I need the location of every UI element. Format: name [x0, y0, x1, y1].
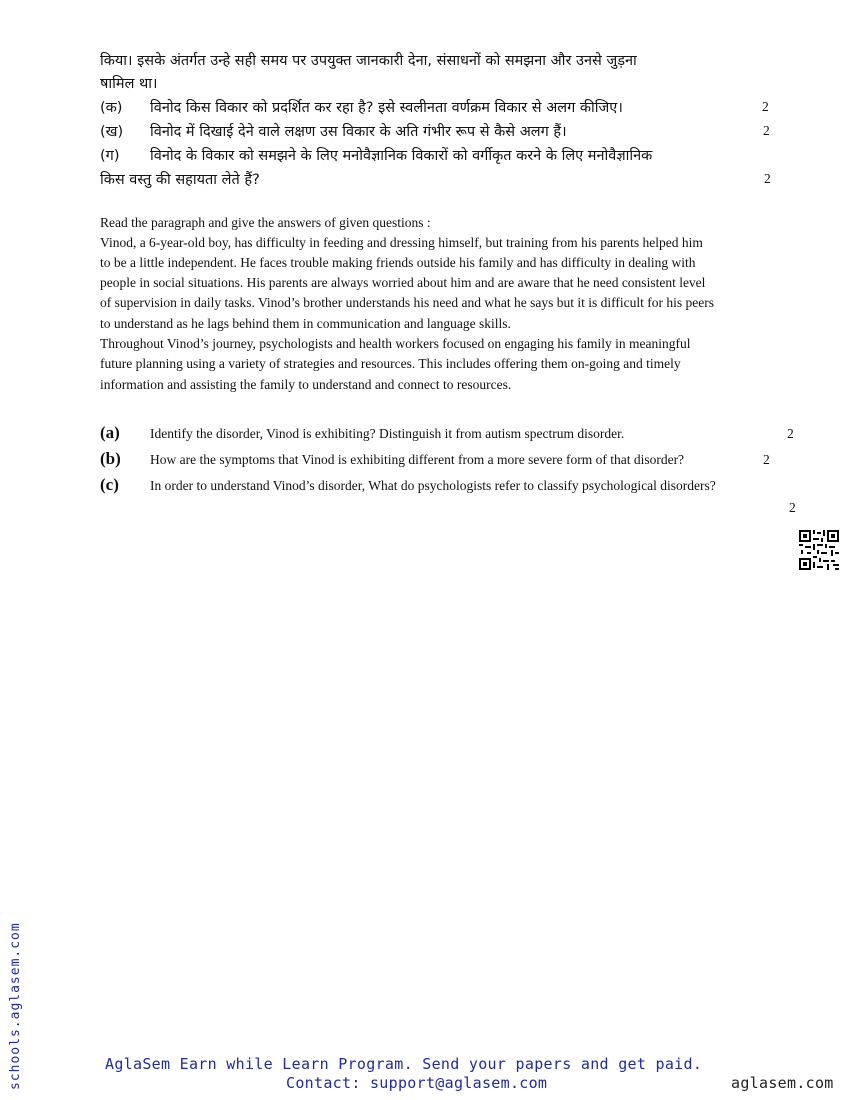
passage-line: of supervision in daily tasks. Vinod’s brother understands his need and what he says but it is difficult for his peers — [100, 295, 714, 310]
question-label: (b) — [100, 449, 121, 468]
footer-promo: AglaSem Earn while Learn Program. Send your papers and get paid. — [105, 1055, 703, 1073]
question-marks: 2 — [763, 452, 770, 467]
question-marks: 2 — [789, 500, 796, 515]
hindi-question-label: (ग) — [100, 148, 120, 164]
question-label: (a) — [100, 423, 120, 442]
question-text: How are the symptoms that Vinod is exhibiting different from a more severe form of that disorder? — [150, 452, 685, 467]
hindi-question-text: विनोद में दिखाई देने वाले लक्षण उस विकार के अति गंभीर रूप से कैसे अलग हैं। — [150, 124, 567, 140]
passage-line: information and assisting the family to understand and connect to resources. — [100, 377, 512, 392]
passage-line: to be a little independent. He faces trouble making friends outside his family and has difficulty in dealing with — [100, 255, 696, 270]
question-marks: 2 — [763, 123, 770, 138]
question-marks: 2 — [787, 426, 794, 441]
qr-code-icon — [799, 530, 839, 570]
question-marks: 2 — [764, 171, 771, 186]
passage-line: future planning using a variety of strategies and resources. This includes offering them on-going and timely — [100, 356, 681, 371]
hindi-question-label: (क) — [100, 100, 123, 116]
passage-line: people in social situations. His parents are always worried about him and are aware that he need consistent level — [100, 275, 706, 290]
footer-contact[interactable]: Contact: support@aglasem.com — [286, 1074, 548, 1092]
question-marks: 2 — [762, 99, 769, 114]
hindi-intro-line-1: किया। इसके अंतर्गत उन्हे सही समय पर उपयुक्त जानकारी देना, संसाधनों को समझना और उनसे जुड़ना — [100, 53, 637, 69]
passage-line: Vinod, a 6-year-old boy, has difficulty in feeding and dressing himself, but training from his parents helped him — [100, 235, 703, 250]
passage-line: to understand as he lags behind them in communication and language skills. — [100, 316, 511, 331]
question-text: In order to understand Vinod’s disorder, What do psychologists refer to classify psychological disorders? — [150, 478, 716, 493]
hindi-question-label: (ख) — [100, 124, 124, 140]
hindi-question-text: विनोद के विकार को समझने के लिए मनोवैज्ञानिक विकारों को वर्गीकृत करने के लिए मनोवैज्ञानिक — [150, 148, 653, 164]
hindi-intro-line-2: षामिल था। — [100, 76, 158, 92]
hindi-question-text-cont: किस वस्तु की सहायता लेते हैं? — [100, 172, 260, 188]
question-label: (c) — [100, 475, 119, 494]
question-text: Identify the disorder, Vinod is exhibiting? Distinguish it from autism spectrum disorder. — [150, 426, 625, 441]
hindi-question-text: विनोद किस विकार को प्रदर्शित कर रहा है? इसे स्वलीनता वर्णक्रम विकार से अलग कीजिए। — [150, 100, 623, 116]
side-watermark: schools.aglasem.com — [8, 922, 23, 1090]
instruction: Read the paragraph and give the answers of given questions : — [100, 215, 431, 230]
passage-line: Throughout Vinod’s journey, psychologists and health workers focused on engaging his family in meaningful — [100, 336, 691, 351]
footer-site-link[interactable]: aglasem.com — [731, 1074, 834, 1092]
